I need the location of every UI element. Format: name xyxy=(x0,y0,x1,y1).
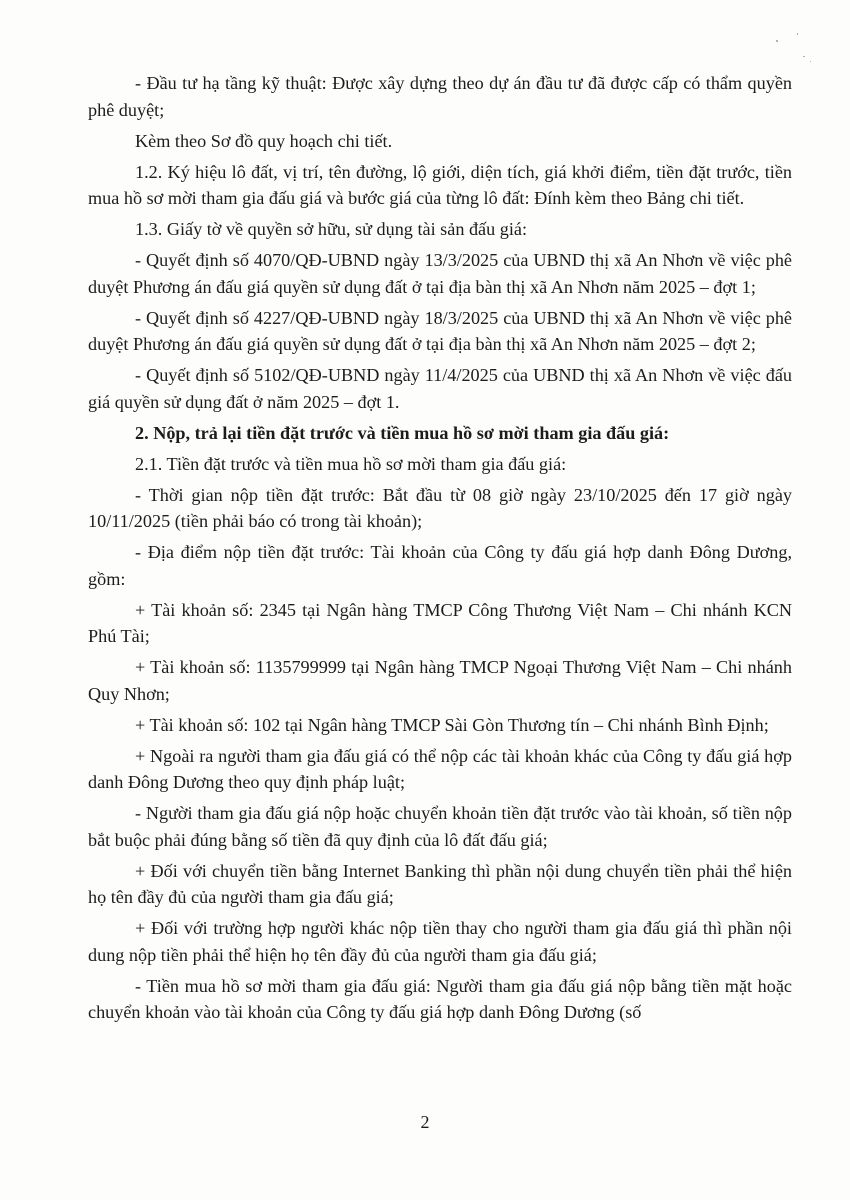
scan-speck xyxy=(776,40,778,42)
document-paragraph: - Thời gian nộp tiền đặt trước: Bắt đầu từ 08 giờ ngày 23/10/2025 đến 17 giờ ngày 10/11/2025 (tiền phải báo có trong tài khoản); xyxy=(88,484,792,531)
page-number: 2 xyxy=(420,1112,430,1132)
section-heading: 2. Nộp, trả lại tiền đặt trước và tiền mua hồ sơ mời tham gia đấu giá: xyxy=(135,422,670,443)
document-paragraph: - Quyết định số 4227/QĐ-UBND ngày 18/3/2025 của UBND thị xã An Nhơn về việc phê duyệt Phương án đấu giá quyền sử dụng đất ở tại địa bàn thị xã An Nhơn năm 2025 – đợt 2; xyxy=(88,307,792,354)
document-paragraph: + Tài khoản số: 2345 tại Ngân hàng TMCP Công Thương Việt Nam – Chi nhánh KCN Phú Tài; xyxy=(88,599,792,646)
document-body xyxy=(88,70,792,1030)
document-paragraph: + Đối với trường hợp người khác nộp tiền thay cho người tham gia đấu giá thì phần nội dung nộp tiền phải thể hiện họ tên đầy đủ của người tham gia đấu giá; xyxy=(88,918,792,965)
document-paragraph: + Đối với chuyển tiền bằng Internet Banking thì phần nội dung chuyển tiền phải thể hiện họ tên đầy đủ của người tham gia đấu giá; xyxy=(88,860,792,907)
document-paragraph: 2.1. Tiền đặt trước và tiền mua hồ sơ mời tham gia đấu giá: xyxy=(135,453,567,474)
document-paragraph: + Tài khoản số: 102 tại Ngân hàng TMCP Sài Gòn Thương tín – Chi nhánh Bình Định; xyxy=(135,714,769,735)
document-paragraph: - Quyết định số 5102/QĐ-UBND ngày 11/4/2025 của UBND thị xã An Nhơn về việc đấu giá quyền sử dụng đất ở năm 2025 – đợt 1. xyxy=(88,365,792,412)
document-paragraph: + Tài khoản số: 1135799999 tại Ngân hàng TMCP Ngoại Thương Việt Nam – Chi nhánh Quy Nhơn; xyxy=(88,657,792,704)
scan-speck xyxy=(810,61,811,62)
document-paragraph: - Địa điểm nộp tiền đặt trước: Tài khoản của Công ty đấu giá hợp danh Đông Dương, gồm: xyxy=(88,542,792,589)
document-paragraph: 1.2. Ký hiệu lô đất, vị trí, tên đường, lộ giới, diện tích, giá khởi điểm, tiền đặt trước, tiền mua hồ sơ mời tham gia đấu giá và bước giá của từng lô đất: Đính kèm theo Bảng chi tiết. xyxy=(88,161,792,208)
document-paragraph: - Người tham gia đấu giá nộp hoặc chuyển khoản tiền đặt trước vào tài khoản, số tiền nộp bắt buộc phải đúng bằng số tiền đã quy định của lô đất đấu giá; xyxy=(88,803,792,850)
document-paragraph: + Ngoài ra người tham gia đấu giá có thể nộp các tài khoản khác của Công ty đấu giá hợp danh Đông Dương theo quy định pháp luật; xyxy=(88,745,792,792)
document-paragraph: 1.3. Giấy tờ về quyền sở hữu, sử dụng tài sản đấu giá: xyxy=(135,219,528,239)
scan-speck xyxy=(803,56,805,57)
document-paragraph: Kèm theo Sơ đồ quy hoạch chi tiết. xyxy=(135,130,393,151)
document-paragraph: - Đầu tư hạ tầng kỹ thuật: Được xây dựng theo dự án đầu tư đã được cấp có thẩm quyền phê duyệt; xyxy=(88,73,792,120)
document-paragraph: - Quyết định số 4070/QĐ-UBND ngày 13/3/2025 của UBND thị xã An Nhơn về việc phê duyệt Phương án đấu giá quyền sử dụng đất ở tại địa bàn thị xã An Nhơn năm 2025 – đợt 1; xyxy=(88,250,792,297)
document-paragraph: - Tiền mua hồ sơ mời tham gia đấu giá: Người tham gia đấu giá nộp bằng tiền mặt hoặc chuyển khoản vào tài khoản của Công ty đấu giá hợp danh Đông Dương (số xyxy=(88,975,792,1022)
scan-speck xyxy=(797,33,798,35)
